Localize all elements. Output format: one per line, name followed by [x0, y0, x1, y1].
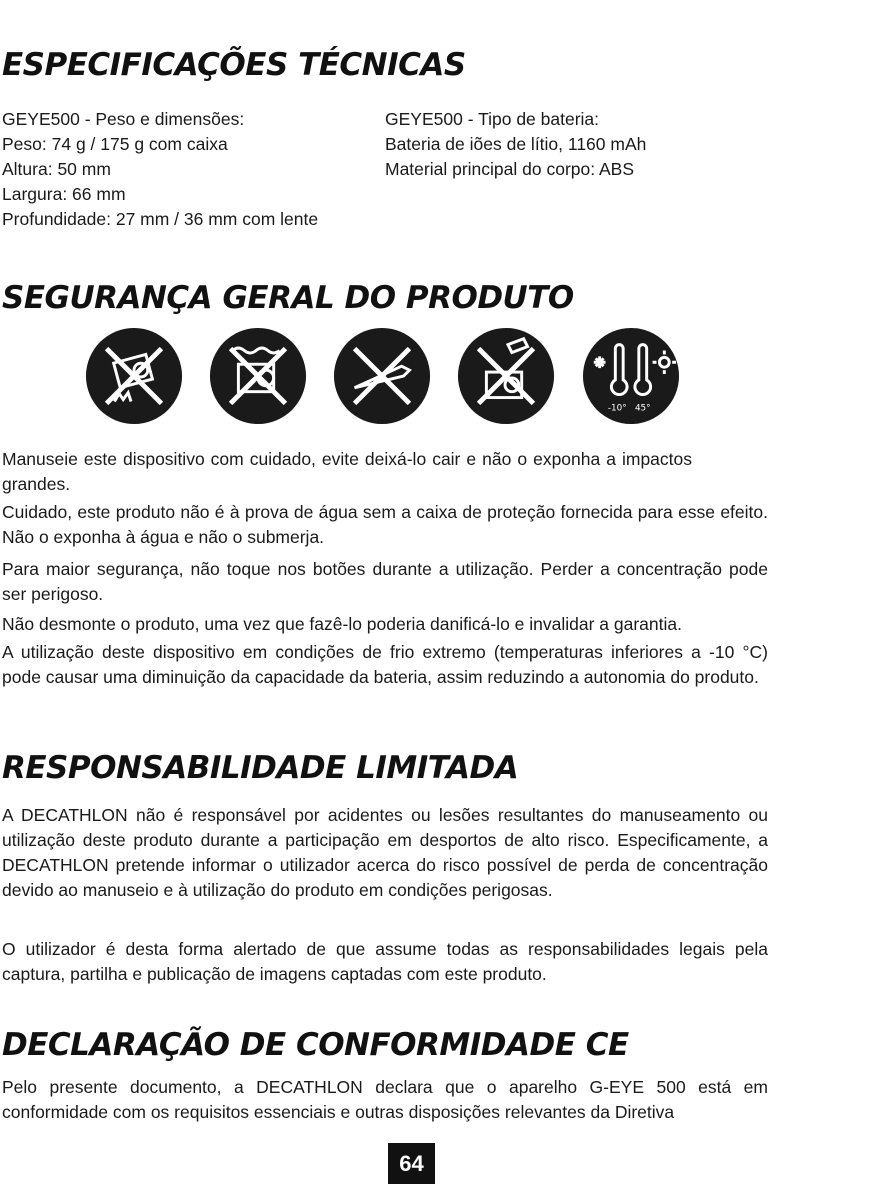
spec-line: GEYE500 - Tipo de bateria:	[385, 109, 600, 129]
spec-line: Largura: 66 mm	[2, 184, 126, 204]
no-impact-icon	[457, 327, 555, 425]
spec-line: Bateria de iões de lítio, 1160 mAh	[385, 134, 647, 154]
safety-paragraph-buttons: Para maior segurança, não toque nos botões durante a utilização. Perder a concentração pode ser perigoso.	[2, 559, 768, 604]
liability-heading: RESPONSABILIDADE LIMITADA	[2, 750, 519, 786]
no-water-icon	[209, 327, 307, 425]
no-disassemble-icon	[333, 327, 431, 425]
safety-paragraph-disassemble: Não desmonte o produto, uma vez que fazê-lo poderia danificá-lo e invalidar a garantia.	[2, 614, 682, 634]
temp-low-label: -10°	[607, 403, 627, 414]
temperature-range-icon	[582, 327, 680, 425]
specs-heading: ESPECIFICAÇÕES TÉCNICAS	[2, 47, 466, 83]
spec-line: Altura: 50 mm	[2, 159, 111, 179]
safety-paragraph-cold: A utilização deste dispositivo em condições de frio extremo (temperaturas inferiores a -10 °C) pode causar uma diminuição da capacidade da bateria, assim reduzindo a autonomia do produto.	[2, 642, 768, 687]
liability-paragraph-images: O utilizador é desta forma alertado de que assume todas as responsabilidades legais pela captura, partilha e publicação de imagens captadas com este produto.	[2, 939, 768, 984]
conformity-paragraph: Pelo presente documento, a DECATHLON declara que o aparelho G-EYE 500 está em conformidade com os requisitos essenciais e outras disposições relevantes da Diretiva	[2, 1077, 768, 1122]
specs-dimensions	[2, 107, 318, 232]
safety-heading: SEGURANÇA GERAL DO PRODUTO	[2, 280, 574, 316]
conformity-heading: DECLARAÇÃO DE CONFORMIDADE CE	[2, 1027, 629, 1063]
spec-line: GEYE500 - Peso e dimensões:	[2, 109, 245, 129]
safety-paragraph-handling: Manuseie este dispositivo com cuidado, evite deixá-lo cair e não o exponha a impactos grandes.	[2, 449, 692, 494]
spec-line: Peso: 74 g / 175 g com caixa	[2, 134, 228, 154]
spec-line: Profundidade: 27 mm / 36 mm com lente	[2, 209, 319, 229]
spec-line: Material principal do corpo: ABS	[385, 159, 635, 179]
temp-high-label: 45°	[634, 403, 651, 414]
specs-battery	[385, 107, 646, 182]
no-drop-icon	[85, 327, 183, 425]
page-number: 64	[388, 1143, 435, 1184]
liability-paragraph-accidents: A DECATHLON não é responsável por acidentes ou lesões resultantes do manuseamento ou utilização deste produto durante a participação em desportos de alto risco. Especificamente, a DECATHLON pretende informar o utilizador acerca do risco possível de perda de concentração devido ao manuseio e à utilização do produto em condições perigosas.	[2, 805, 768, 900]
safety-paragraph-water: Cuidado, este produto não é à prova de água sem a caixa de proteção fornecida para esse efeito. Não o exponha à água e não o submerja.	[2, 502, 768, 547]
safety-icon-row	[85, 327, 690, 425]
